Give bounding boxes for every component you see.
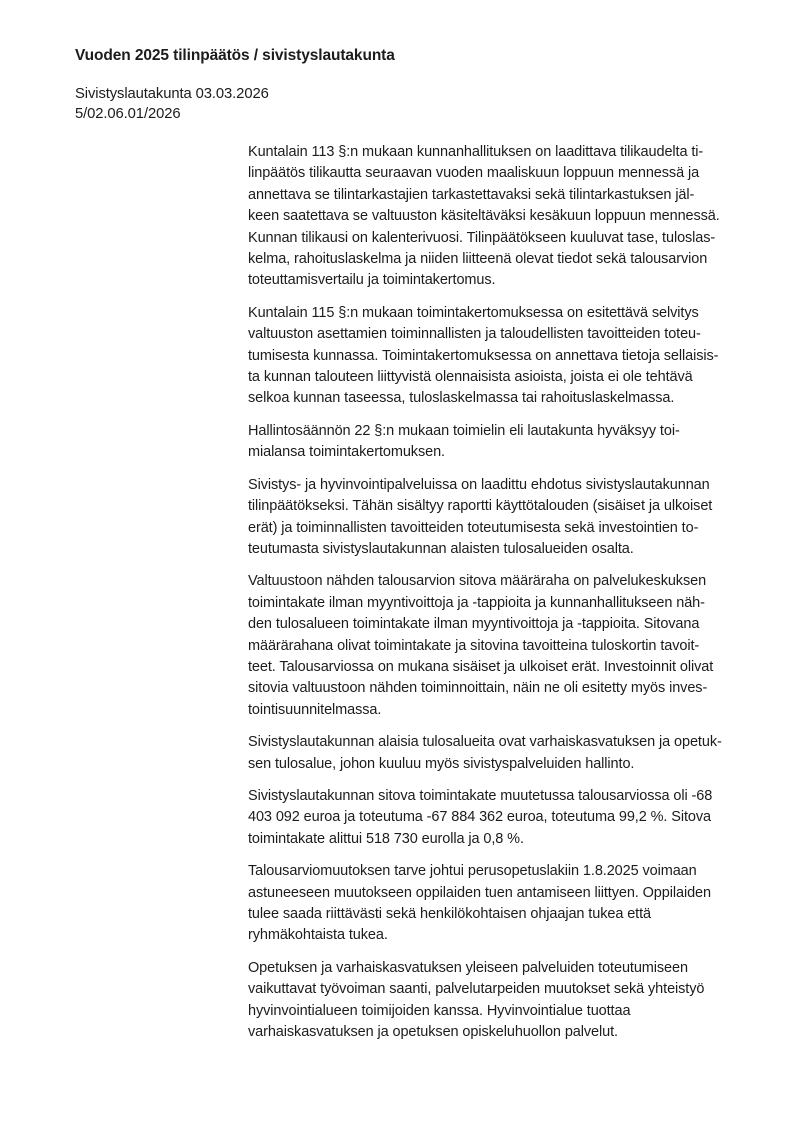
text-line: Kuntalain 115 §:n mukaan toimintakertomuksessa on esitettävä selvitys (248, 304, 699, 321)
text-line: toimintakate ilman myyntivoittoja ja -tappioita ja kunnanhallitukseen näh- (248, 594, 705, 611)
document-title: Vuoden 2025 tilinpäätös / sivistyslautakunta (75, 47, 395, 64)
text-line: Hallintosäännön 22 §:n mukaan toimielin eli lautakunta hyväksyy toi- (248, 422, 680, 439)
text-line: varhaiskasvatuksen ja opetuksen opiskeluhuollon palvelut. (248, 1024, 618, 1041)
text-line: teet. Talousarviossa on mukana sisäiset ja ulkoiset erät. Investoinnit olivat (248, 658, 714, 675)
text-line: annettava se tilintarkastajien tarkastettavaksi sekä tilintarkastuksen jäl- (248, 186, 695, 203)
text-line: ta kunnan talouteen liittyvistä olennaisista asioista, joista ei ole tehtävä (248, 369, 693, 386)
text-line: hyvinvointialueen toimijoiden kanssa. Hyvinvointialue tuottaa (248, 1002, 631, 1019)
committee-date-line: Sivistyslautakunta 03.03.2026 (75, 86, 269, 102)
paragraph (248, 958, 768, 1044)
text-line: tumisesta kunnassa. Toimintakertomuksessa on annettava tietoja sellaisis- (248, 347, 719, 364)
text-line: määrärahana olivat toimintakate ja sitovina tavoitteina tuloskortin tavoit- (248, 637, 700, 654)
text-line: Valtuustoon nähden talousarvion sitova määräraha on palvelukeskuksen (248, 573, 707, 590)
text-line: tointisuunnitelmassa. (248, 701, 382, 718)
paragraph (248, 571, 768, 721)
text-line: tulee saada riittävästi sekä henkilökohtaisen ohjaajan tukea että (248, 906, 651, 922)
paragraph (248, 303, 768, 410)
text-line: toimintakate alittui 518 730 eurolla ja 0,8 %. (248, 830, 524, 847)
text-line: vaikuttavat työvoiman saanti, palvelutarpeiden muutokset sekä yhteistyö (248, 981, 705, 998)
text-line: Sivistyslautakunnan sitova toimintakate muutetussa talousarviossa oli -68 (248, 787, 713, 804)
text-line: mialansa toimintakertomuksen. (248, 444, 445, 461)
paragraph (248, 732, 768, 775)
text-line: sen tulosalue, johon kuuluu myös sivistyspalveluiden hallinto. (248, 755, 635, 772)
document-meta (75, 84, 269, 124)
text-line: Opetuksen ja varhaiskasvatuksen yleiseen palveluiden toteutumiseen (248, 959, 688, 976)
text-line: Kunnan tilikausi on kalenterivuosi. Tilinpäätökseen kuuluvat tase, tuloslas- (248, 229, 716, 246)
record-number-line: 5/02.06.01/2026 (75, 106, 181, 122)
text-line: tilinpäätökseksi. Tähän sisältyy raportti käyttötalouden (sisäiset ja ulkoiset (248, 498, 713, 515)
paragraph (248, 475, 768, 561)
text-line: linpäätös tilikautta seuraavan vuoden maaliskuun loppuun mennessä ja (248, 165, 700, 182)
text-line: Talousarviomuutoksen tarve johtui perusopetuslakiin 1.8.2025 voimaan (248, 863, 697, 880)
paragraph (248, 861, 768, 947)
text-line: teutumasta sivistyslautakunnan alaisten tulosalueiden osalta. (248, 540, 634, 557)
text-line: keen saatettava se valtuuston käsiteltäväksi kesäkuun loppuun mennessä. (248, 208, 720, 225)
text-line: Sivistys- ja hyvinvointipalveluissa on laadittu ehdotus sivistyslautakunnan (248, 476, 710, 493)
text-line: astuneeseen muutokseen oppilaiden tuen antamiseen liittyen. Oppilaiden (248, 884, 711, 901)
text-line: toteuttamisvertailu ja toimintakertomus. (248, 272, 496, 289)
text-line: sitovia valtuustoon nähden toiminnoittain, näin ne oli esitetty myös inves- (248, 680, 708, 697)
text-line: den tulosalueen toimintakate ilman myyntivoittoja ja -tappioita. Sitovana (248, 616, 700, 633)
text-line: Sivistyslautakunnan alaisia tulosalueita ovat varhaiskasvatuksen ja opetuk- (248, 734, 722, 751)
text-line: valtuuston asettamien toiminnallisten ja taloudellisten tavoitteiden toteu- (248, 326, 701, 343)
text-line: ryhmäkohtaista tukea. (248, 927, 388, 944)
paragraph (248, 786, 768, 850)
text-line: Kuntalain 113 §:n mukaan kunnanhallituksen on laadittava tilikaudelta ti- (248, 144, 704, 160)
document-body (248, 142, 768, 1054)
text-line: selkoa kunnan taseessa, tuloslaskelmassa tai rahoituslaskelmassa. (248, 390, 675, 407)
text-line: erät) ja toiminnallisten tavoitteiden toteutumisesta sekä investointien to- (248, 519, 699, 536)
paragraph (248, 142, 768, 292)
text-line: 403 092 euroa ja toteutuma -67 884 362 euroa, toteutuma 99,2 %. Sitova (248, 809, 711, 826)
text-line: kelma, rahoituslaskelma ja niiden liitteenä olevat tiedot sekä talousarvion (248, 251, 708, 268)
paragraph (248, 421, 768, 464)
